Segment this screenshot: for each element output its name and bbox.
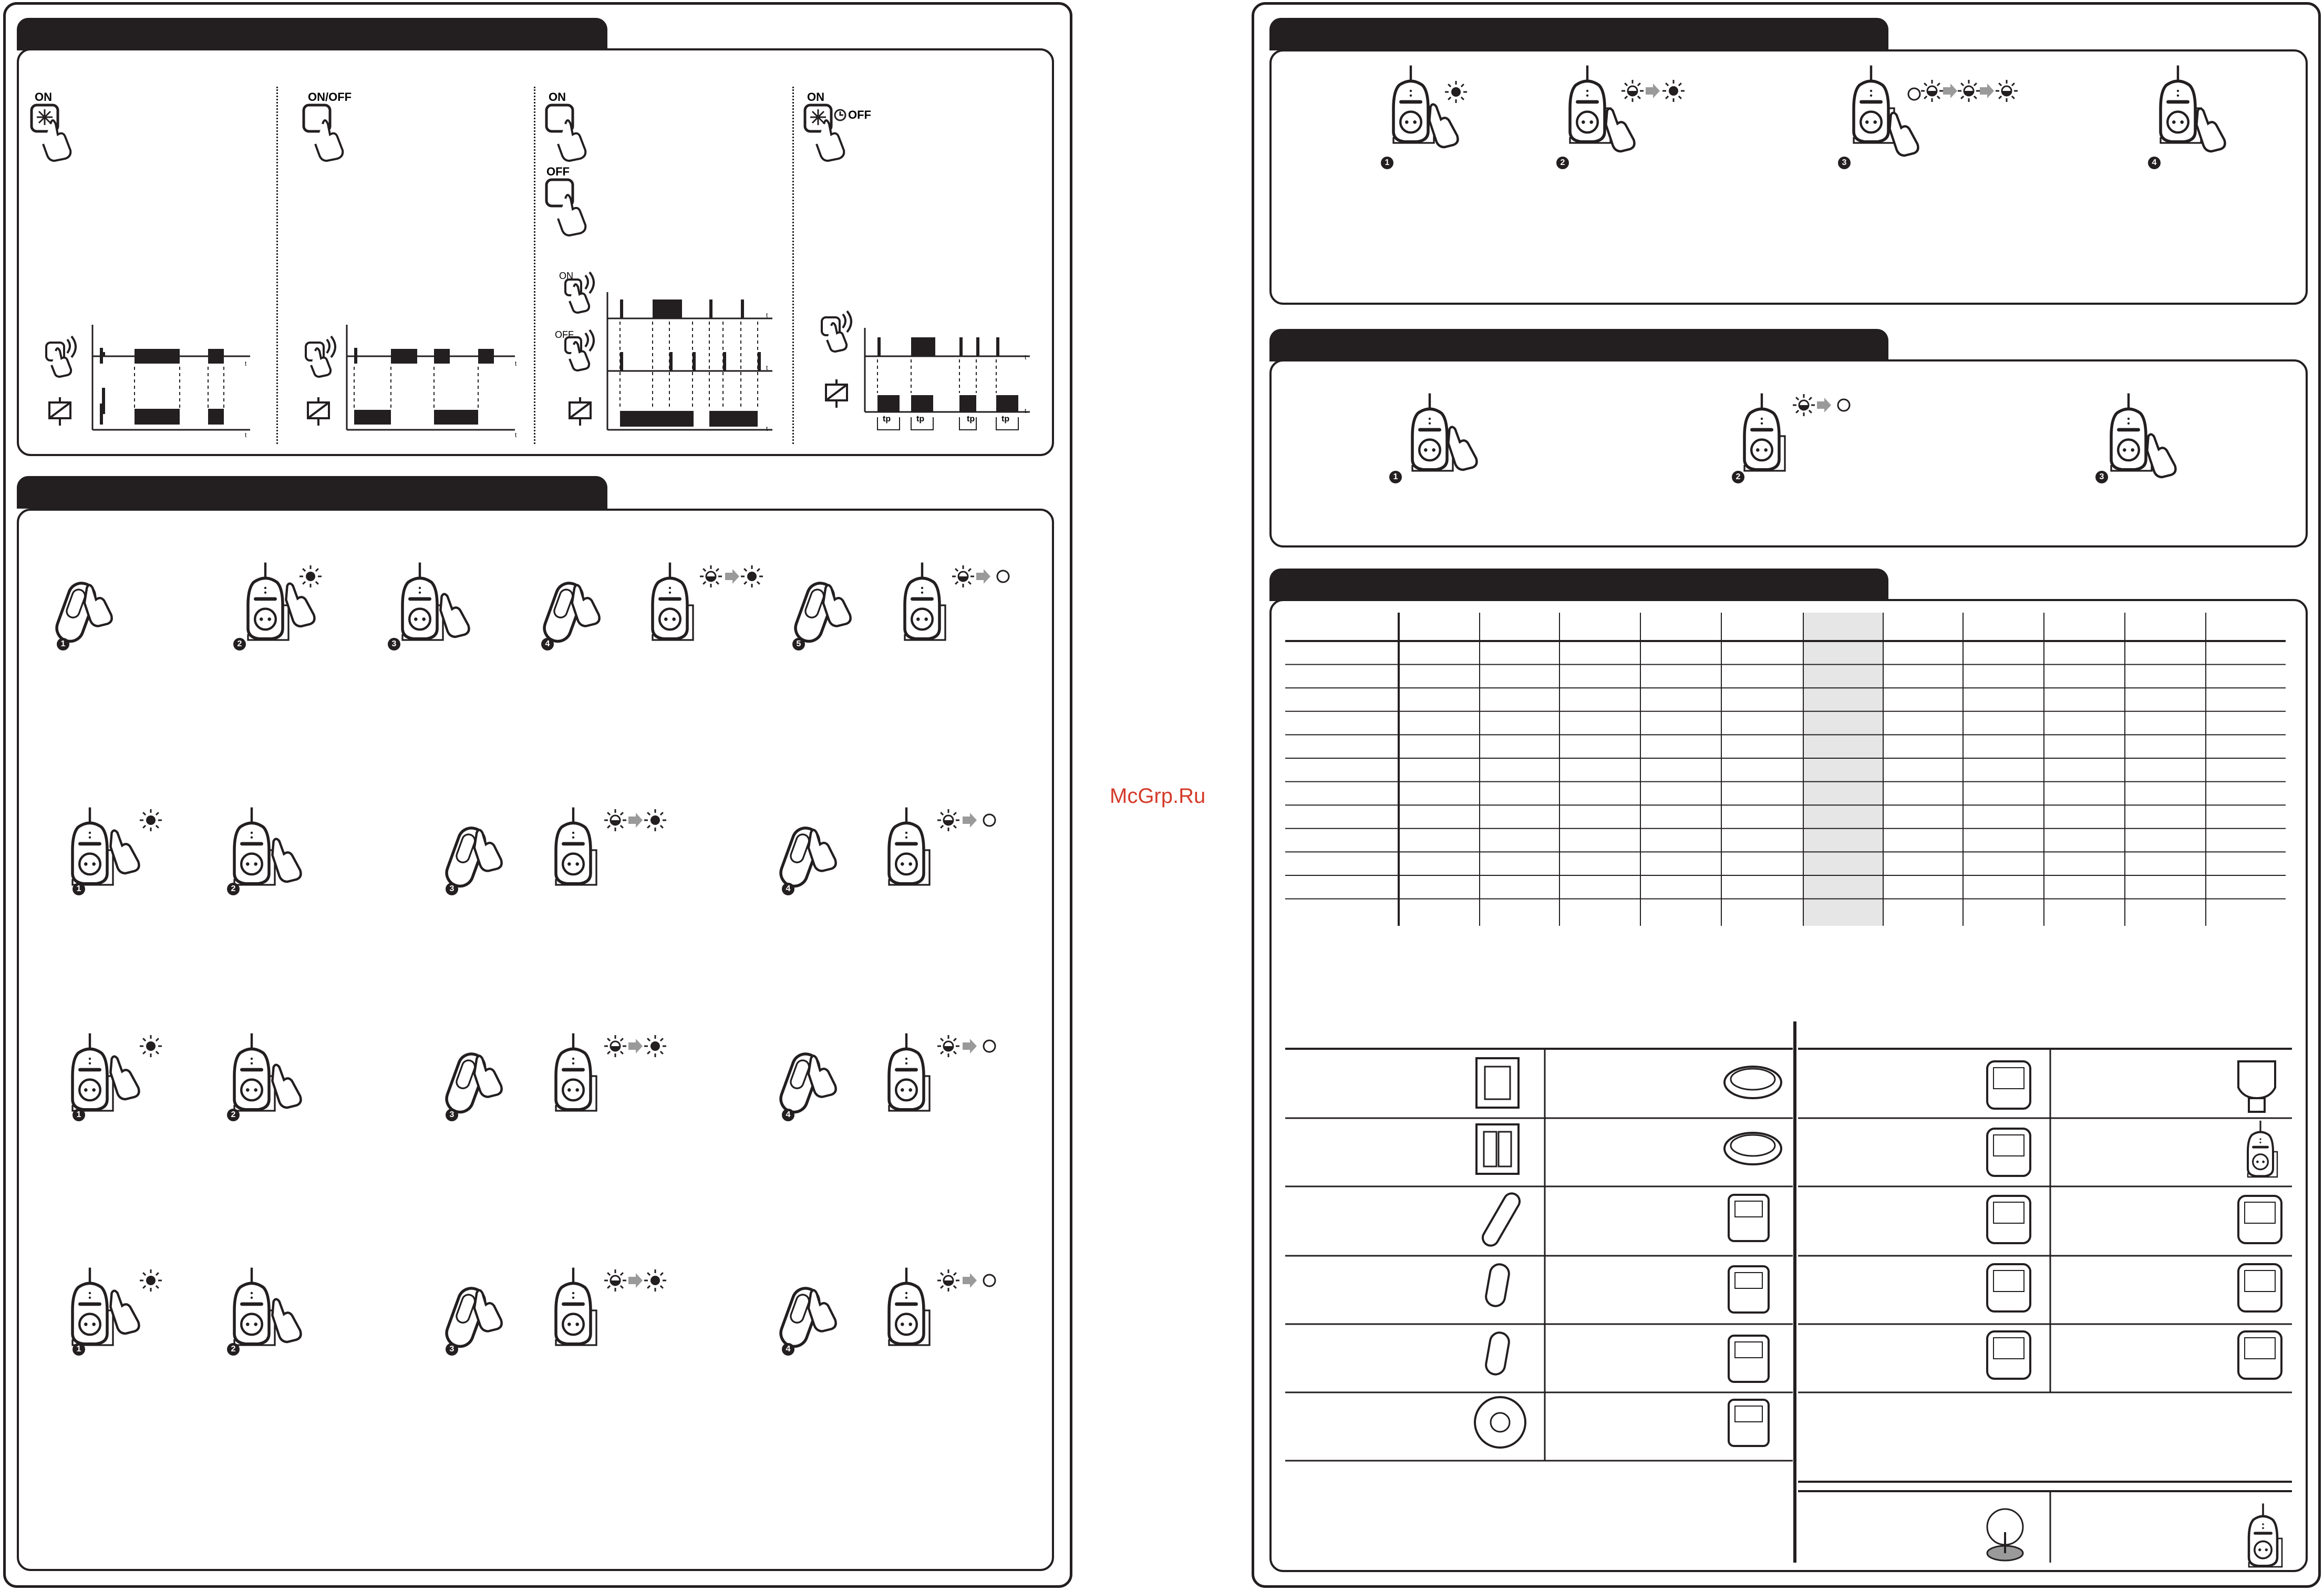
hand-press-icon xyxy=(108,1287,143,1334)
relay-icon xyxy=(567,397,594,429)
hand-press-icon xyxy=(108,827,143,873)
remote-press-icon xyxy=(304,335,340,383)
step-number: 2 xyxy=(1732,471,1744,483)
round-button-icon xyxy=(1721,1128,1784,1170)
led-blink-icon xyxy=(1620,79,1645,103)
arrow-right-icon xyxy=(724,569,740,584)
remote-press-icon xyxy=(820,310,856,357)
section-reset-header xyxy=(1269,18,1888,50)
mode4-off-label: OFF xyxy=(848,108,871,121)
mode3-on-label: ON xyxy=(549,90,566,104)
remote-keyfob-icon xyxy=(544,559,608,646)
press-button-icon xyxy=(302,103,349,161)
step-number: 1 xyxy=(1389,471,1402,483)
remote-keyfob-icon xyxy=(781,1030,844,1117)
step-number: 3 xyxy=(2095,471,2108,483)
axis-t: t xyxy=(1025,354,1027,361)
step-number: 1 xyxy=(1381,157,1393,169)
led-blink-icon xyxy=(1792,393,1816,417)
mode2-label: ON/OFF xyxy=(308,90,352,104)
flush-receiver-icon xyxy=(1982,1123,2034,1181)
step-number: 4 xyxy=(2148,157,2161,169)
hand-press-icon xyxy=(1427,101,1462,147)
led-blink-icon xyxy=(936,808,960,832)
step-number: 1 xyxy=(73,1343,85,1356)
axis-t: t xyxy=(245,431,247,439)
compatible-products-list xyxy=(1285,1021,2305,1563)
smart-plug-icon xyxy=(893,559,957,646)
mode4-on-label: ON xyxy=(807,90,824,104)
hand-press-icon xyxy=(1604,105,1638,151)
led-blink-icon xyxy=(603,808,627,832)
led-blink-icon xyxy=(740,564,764,588)
hand-press-icon xyxy=(1887,109,1922,156)
axis-t: t xyxy=(515,360,517,367)
hand-press-icon xyxy=(2194,105,2229,151)
axis-t: t xyxy=(245,360,247,367)
led-blink-icon xyxy=(1444,80,1468,104)
antenna-icon xyxy=(1974,1506,2037,1564)
step-number: 5 xyxy=(792,638,805,650)
din-module-icon xyxy=(1721,1392,1774,1450)
led-blink-icon xyxy=(936,1034,960,1058)
flush-receiver-icon xyxy=(1982,1259,2034,1317)
keyfob-icon xyxy=(1485,1262,1511,1309)
tp-label: tp xyxy=(1001,415,1010,423)
led-blink-icon xyxy=(139,808,163,832)
press-button-icon xyxy=(29,103,77,161)
step-number: 2 xyxy=(227,883,240,895)
arrow-right-icon xyxy=(962,1273,977,1288)
step-number: 2 xyxy=(1556,157,1569,169)
remote-keyfob-icon xyxy=(447,1264,510,1351)
remote-press-on-icon xyxy=(563,268,600,315)
led-blink-icon xyxy=(951,564,975,588)
relay-icon xyxy=(824,379,850,411)
step-number: 1 xyxy=(57,638,69,650)
step-number: 2 xyxy=(227,1343,240,1356)
led-blink-icon xyxy=(1832,393,1856,417)
smart-plug-small-icon xyxy=(2239,1118,2286,1181)
remote-keyfob-icon xyxy=(447,1030,510,1117)
remote-keyfob-icon xyxy=(796,559,859,646)
column-divider xyxy=(534,87,535,444)
arrow-right-icon xyxy=(962,1038,977,1054)
wall-switch-single-icon xyxy=(1474,1056,1522,1111)
tp-label: tp xyxy=(916,415,925,423)
mode3-off-label: OFF xyxy=(546,165,570,178)
led-blink-icon xyxy=(139,1268,163,1293)
step-number: 3 xyxy=(388,638,400,650)
compatibility-table xyxy=(1285,613,2289,928)
hand-press-icon xyxy=(438,591,473,637)
step-number: 4 xyxy=(782,1109,794,1121)
led-blink-icon xyxy=(298,564,323,588)
arrow-right-icon xyxy=(962,812,977,828)
wall-switch-double-icon xyxy=(1474,1122,1522,1177)
remote-keyfob-icon xyxy=(781,1264,844,1351)
round-sensor-icon xyxy=(1471,1393,1529,1451)
press-button-on-icon xyxy=(544,103,592,161)
step-number: 3 xyxy=(446,883,458,895)
section-clear-header xyxy=(1269,329,1888,361)
flush-receiver-icon xyxy=(2233,1259,2286,1317)
hand-press-icon xyxy=(270,1061,305,1108)
smart-plug-icon xyxy=(877,1030,941,1117)
step-number: 3 xyxy=(1838,157,1851,169)
led-blink-icon xyxy=(643,1034,667,1058)
step-number: 2 xyxy=(233,638,246,650)
smart-plug-small-icon xyxy=(2239,1501,2291,1572)
smart-plug-icon xyxy=(544,1030,608,1117)
led-blink-icon xyxy=(977,808,1001,832)
section-compat-header xyxy=(1269,569,1888,601)
remote-press-off-icon xyxy=(563,326,600,373)
axis-t: t xyxy=(515,431,517,439)
tp-label: tp xyxy=(967,415,975,423)
led-blink-icon xyxy=(699,564,723,588)
flush-receiver-icon xyxy=(1982,1326,2034,1384)
arrow-right-icon xyxy=(627,1038,643,1054)
axis-t: t xyxy=(1025,407,1027,415)
arrow-right-icon xyxy=(1816,397,1832,413)
led-blink-icon xyxy=(977,1034,1001,1058)
keyfob-icon xyxy=(1485,1330,1511,1378)
arrow-right-icon xyxy=(1645,83,1660,99)
mode2-timing-chart xyxy=(344,325,522,435)
led-blink-icon xyxy=(603,1268,627,1293)
remote-keyfob-icon xyxy=(447,804,510,891)
axis-t: t xyxy=(766,364,768,371)
step-number: 4 xyxy=(782,883,794,895)
led-blink-icon xyxy=(977,1268,1001,1293)
watermark: McGrp.Ru xyxy=(1110,784,1206,808)
led-blink-icon xyxy=(1661,79,1686,103)
mode3-chart-on-label: ON xyxy=(559,271,573,281)
flush-module-icon xyxy=(1721,1259,1774,1317)
led-blink-icon xyxy=(991,564,1015,588)
smart-plug-icon xyxy=(544,804,608,891)
press-button-icon xyxy=(803,103,850,161)
relay-icon xyxy=(47,397,74,429)
smart-plug-icon xyxy=(1733,390,1796,477)
smart-plug-icon xyxy=(544,1264,608,1351)
led-blink-icon xyxy=(643,808,667,832)
mode3-timing-chart xyxy=(604,292,778,435)
led-blink-icon xyxy=(139,1034,163,1058)
arrow-right-icon xyxy=(1942,83,1958,99)
column-divider xyxy=(276,87,278,444)
led-blink-icon xyxy=(936,1268,960,1293)
hand-press-icon xyxy=(270,1296,305,1342)
step-number: 3 xyxy=(446,1343,458,1356)
axis-t: t xyxy=(766,312,768,319)
flush-module-icon xyxy=(1721,1328,1774,1386)
flush-receiver-icon xyxy=(2233,1191,2286,1248)
step-number: 4 xyxy=(541,638,554,650)
smart-plug-icon xyxy=(641,559,705,646)
bulb-socket-icon xyxy=(2228,1056,2286,1115)
column-divider xyxy=(792,87,794,444)
flush-receiver-icon xyxy=(1982,1191,2034,1248)
smart-plug-icon xyxy=(877,804,941,891)
mode1-label: ON xyxy=(35,90,52,104)
axis-t: t xyxy=(766,425,768,432)
arrow-right-icon xyxy=(627,812,643,828)
flush-receiver-icon xyxy=(2233,1326,2286,1384)
led-blink-icon xyxy=(643,1268,667,1293)
step-number: 1 xyxy=(73,1109,85,1121)
remote-keyfob-icon xyxy=(57,559,120,646)
section-pairing-header xyxy=(17,476,607,509)
led-blink-icon xyxy=(1957,79,1981,103)
arrow-right-icon xyxy=(627,1273,643,1288)
led-blink-icon xyxy=(603,1034,627,1058)
mode3-chart-off-label: OFF xyxy=(555,329,574,340)
din-module-icon xyxy=(1721,1187,1774,1245)
step-number: 3 xyxy=(446,1109,458,1121)
hand-press-icon xyxy=(270,835,305,882)
hand-press-icon xyxy=(2145,431,2180,477)
mode1-timing-chart xyxy=(89,325,252,435)
smart-plug-icon xyxy=(877,1264,941,1351)
led-blink-icon xyxy=(1920,79,1944,103)
arrow-right-icon xyxy=(975,569,991,584)
flush-receiver-icon xyxy=(1982,1056,2034,1114)
hand-press-icon xyxy=(108,1053,143,1099)
arrow-right-icon xyxy=(1979,83,1995,99)
relay-icon xyxy=(306,397,332,429)
remote-press-icon xyxy=(44,335,81,383)
remote-control-icon xyxy=(1478,1189,1525,1252)
step-number: 1 xyxy=(73,883,85,895)
led-blink-icon xyxy=(1995,79,2019,103)
tp-label: tp xyxy=(883,415,891,423)
section-operating-modes-header xyxy=(17,18,607,50)
round-button-icon xyxy=(1721,1061,1784,1103)
step-number: 4 xyxy=(782,1343,794,1356)
remote-keyfob-icon xyxy=(781,804,844,891)
step-number: 2 xyxy=(227,1109,240,1121)
press-button-off-icon xyxy=(544,178,592,235)
hand-press-icon xyxy=(1446,423,1481,470)
